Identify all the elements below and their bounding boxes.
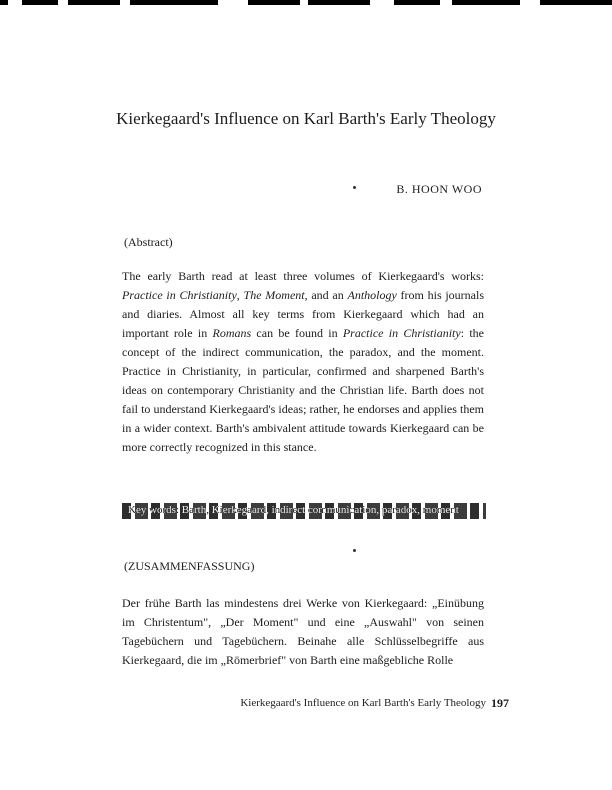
abstract-heading: (Abstract) — [124, 235, 173, 249]
keywords-line — [122, 503, 486, 519]
running-footer: Kierkegaard's Influence on Karl Barth's Early Theology — [240, 697, 486, 709]
author-name: B. HOON WOO — [396, 182, 482, 196]
zusammenfassung-heading: (ZUSAMMENFASSUNG) — [124, 559, 255, 573]
scan-speck — [353, 186, 356, 189]
title-practice-in-christianity: Practice in Christianity — [122, 288, 237, 302]
keywords-text: Key words: Barth, Kierkegaard, indirect communication, paradox, moment — [128, 504, 459, 516]
page-number: 197 — [491, 696, 509, 710]
scan-speck-2 — [353, 549, 356, 552]
title-practice-in-christianity-2: Practice in Christianity — [342, 326, 461, 340]
abstract-body: The early Barth read at least three volumes of Kierkegaard's works: Practice in Christianity, The Moment, and an Anthology from his journals and diaries. Almost all key terms from Kierkegaard which had an important role in Romans can be found in Practice in Christianity: the concept of the indirect communication, the paradox, and the moment. Practice in Christianity, in particular, confirmed and sharpened Barth's ideas on contemporary Christianity and the Christian life. Barth does not fail to understand Kierkegaard's ideas; rather, he endorses and applies them in a wider context. Barth's ambivalent attitude towards Kierkegaard can be more correctly recognized in this stance. — [122, 269, 485, 454]
zusammenfassung-body: Der frühe Barth las mindestens drei Werke von Kierkegaard: „Einübung im Christentum", „Der Moment" und eine „Auswahl" von seinen Tagebüchern und Tagebüchern. Beinahe alle Schlüsselbegriffe aus Kierkegaard, die im „Römerbrief" von Barth eine maßgebliche Rolle — [122, 596, 484, 667]
title-anthology: Anthology — [347, 288, 397, 302]
title-the-moment: The Moment — [243, 288, 305, 302]
scan-top-border — [0, 0, 612, 5]
title-romans: Romans — [212, 326, 252, 340]
article-title: Kierkegaard's Influence on Karl Barth's Early Theology — [116, 109, 496, 128]
